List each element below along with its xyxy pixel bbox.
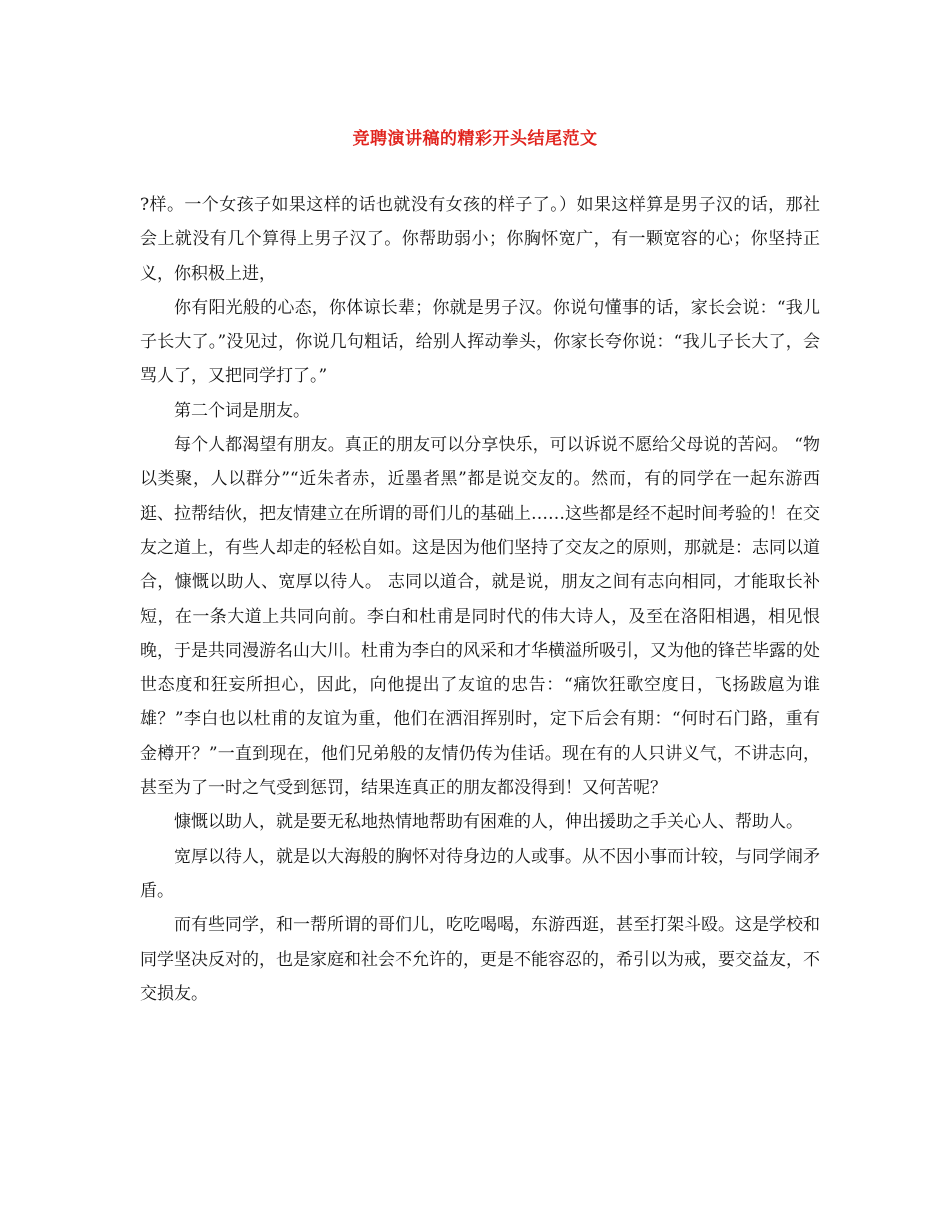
paragraph: 你有阳光般的心态，你体谅长辈；你就是男子汉。你说句懂事的话，家长会说：“我儿子长大了。”没见过，你说几句粗话，给别人挥动拳头，你家长夸你说：“我儿子长大了，会骂人了，又把同学打了。” — [140, 297, 820, 387]
paragraph: 每个人都渴望有朋友。真正的朋友可以分享快乐，可以诉说不愿给父母说的苦闷。 “物以类聚，人以群分”“近朱者赤，近墨者黑”都是说交友的。然而，有的同学在一起东游西逛、拉帮结伙，把友情建立在所谓的哥们儿的基础上……这些都是经不起时间考验的！在交友之道上，有些人却走的轻松自如。这是因为他们坚持了交友之的原则，那就是：志同以道合，慷慨以助人、宽厚以待人。 志同以道合，就是说，朋友之间有志向相同，才能取长补短，在一条大道上共同向前。李白和杜甫是同时代的伟大诗人，及至在洛阳相遇，相见恨晚，于是共同漫游名山大川。杜甫为李白的风采和才华横溢所吸引，又为他的锋芒毕露的处世态度和狂妄所担心，因此，向他提出了友谊的忠告：“痛饮狂歌空度日，飞扬跋扈为谁雄？”李白也以杜甫的友谊为重，他们在洒泪挥别时，定下后会有期：“何时石门路，重有金樽开？”一直到现在，他们兄弟般的友情仍传为佳话。现在有的人只讲义气，不讲志向，甚至为了一时之气受到惩罚，结果连真正的朋友都没得到！又何苦呢？ — [140, 435, 820, 799]
paragraph: 慷慨以助人，就是要无私地热情地帮助有困难的人，伸出援助之手关心人、帮助人。 — [174, 812, 803, 833]
document-title: 竞聘演讲稿的精彩开头结尾范文 — [352, 129, 598, 149]
paragraph: 第二个词是朋友。 — [174, 400, 310, 421]
paragraph: 而有些同学，和一帮所谓的哥们儿，吃吃喝喝，东游西逛，甚至打架斗殴。这是学校和同学坚决反对的，也是家庭和社会不允许的，更是不能容忍的，希引以为戒，要交益友，不交损友。 — [140, 915, 820, 1004]
paragraph: ?样。一个女孩子如果这样的话也就没有女孩的样子了。）如果这样算是男子汉的话，那社会上就没有几个算得上男子汉了。你帮助弱小；你胸怀宽广，有一颗宽容的心；你坚持正义，你积极上进， — [140, 195, 820, 284]
document-body — [140, 188, 820, 1011]
paragraph: 宽厚以待人，就是以大海般的胸怀对待身边的人或事。从不因小事而计较，与同学闹矛盾。 — [140, 846, 820, 901]
